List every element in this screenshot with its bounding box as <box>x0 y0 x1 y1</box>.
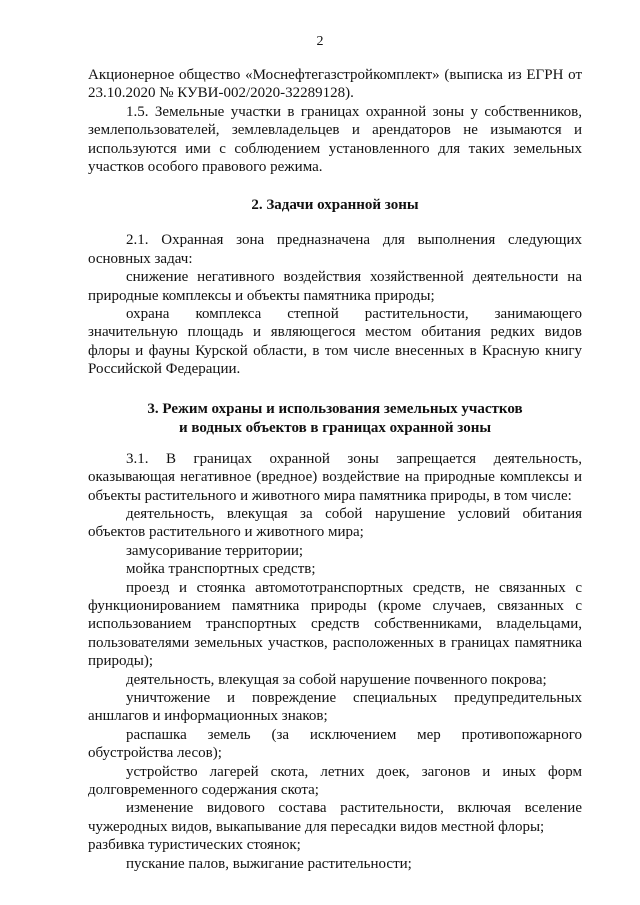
list-item: устройство лагерей скота, летних доек, загонов и иных форм долговременного содержания скота; <box>88 763 582 798</box>
paragraph: 3.1. В границах охранной зоны запрещается деятельность, оказывающая негативное (вредное) воздействие на природные комплексы и объекты растительного и животного мира памятника природы, в том числе: <box>88 450 582 504</box>
list-item: охрана комплекса степной растительности, занимающего значительную площадь и являющегося местом обитания редких видов флоры и фауны Курской области, в том числе внесенных в Красную книгу Российской Федерации. <box>88 306 582 378</box>
paragraph: Акционерное общество «Моснефтегазстройкомплект» (выписка из ЕГРН от 23.10.2020 № КУВИ-002/2020-32289128). <box>88 67 582 102</box>
list-item: деятельность, влекущая за собой нарушение почвенного покрова; <box>126 671 547 688</box>
list-item: изменение видового состава растительности, включая вселение чужеродных видов, выкапывание для пересадки видов местной флоры; <box>88 800 582 835</box>
list-item: мойка транспортных средств; <box>126 561 316 578</box>
list-item: замусоривание территории; <box>126 542 304 559</box>
list-item: пускание палов, выжигание растительности; <box>126 855 412 872</box>
paragraph: 1.5. Земельные участки в границах охранной зоны у собственников, землепользователей, землевладельцев и арендаторов не изымаются и используются ими с соблюдением установленного для таких земельных участков особого правового режима. <box>88 103 582 176</box>
list-item: распашка земель (за исключением мер противопожарного обустройства лесов); <box>88 726 582 762</box>
paragraph: 2.1. Охранная зона предназначена для выполнения следующих основных задач: <box>88 232 582 267</box>
section-heading: 2. Задачи охранной зоны <box>251 197 419 214</box>
list-item: снижение негативного воздействия хозяйственной деятельности на природные комплексы и объекты памятника природы; <box>88 269 582 304</box>
list-item: проезд и стоянка автомототранспортных средств, не связанных с функционированием памятника природы (кроме случаев, связанных с использованием транспортных средств собственниками, владельцами, пользователями земельных участков, расположенных в границах памятника природы); <box>88 579 582 670</box>
list-item: деятельность, влекущая за собой нарушение условий обитания объектов растительного и животного мира; <box>88 505 582 541</box>
document-body <box>88 66 582 873</box>
page-number: 2 <box>316 34 324 49</box>
list-item: уничтожение и повреждение специальных предупредительных аншлагов и информационных знаков; <box>88 689 582 725</box>
section-heading <box>88 400 582 438</box>
section-heading-line: 3. Режим охраны и использования земельных участков <box>147 400 523 417</box>
list-item: разбивка туристических стоянок; <box>88 837 301 854</box>
section-heading-line: и водных объектов в границах охранной зоны <box>178 419 492 436</box>
